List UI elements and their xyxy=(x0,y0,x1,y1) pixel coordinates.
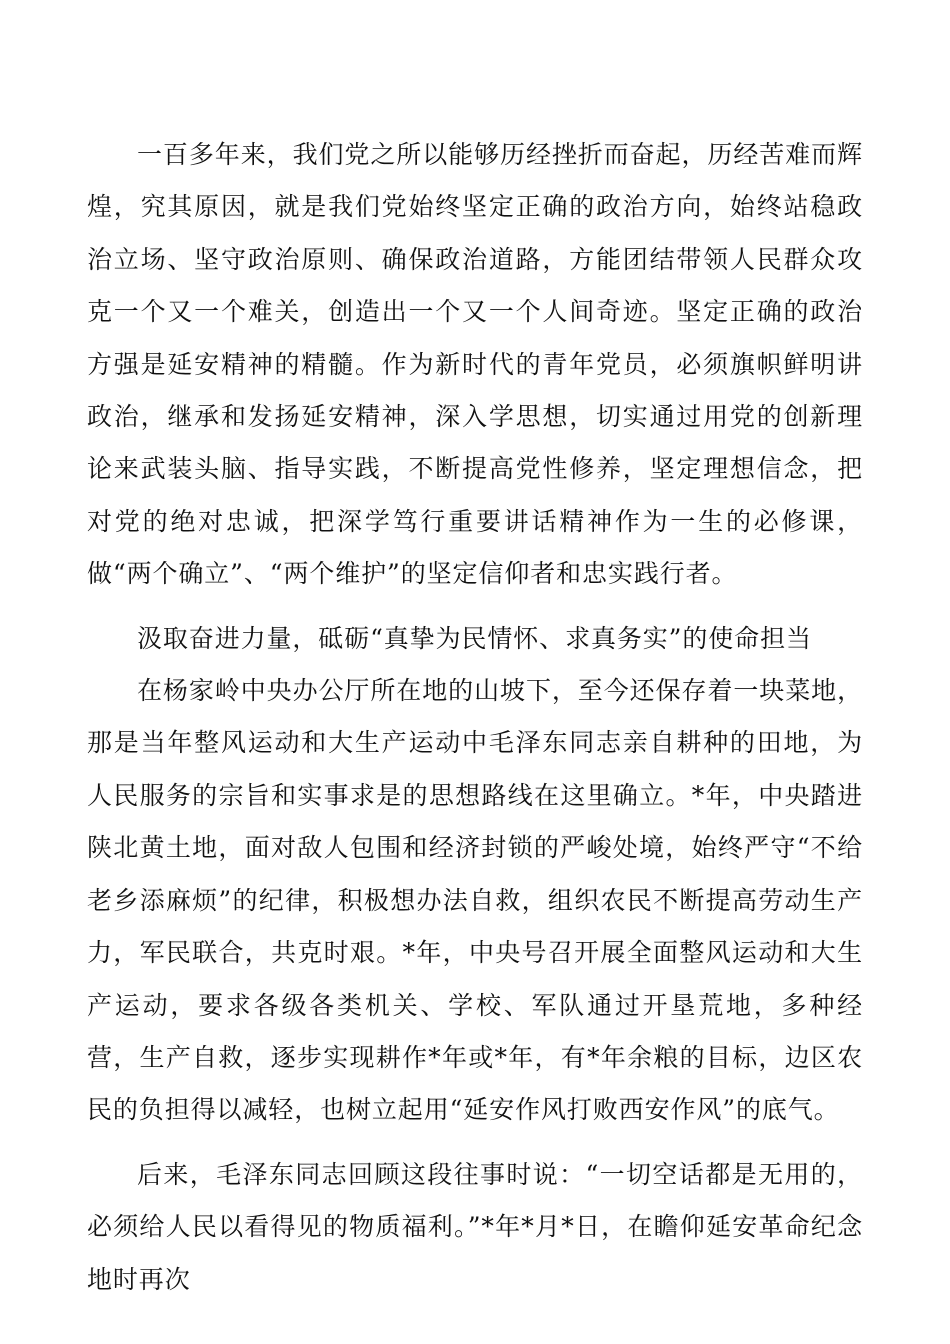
paragraph-mao-recollection: 后来，毛泽东同志回顾这段往事时说：“一切空话都是无用的，必须给人民以看得见的物质福利。”*年*月*日，在瞻仰延安革命纪念地时再次 xyxy=(87,1159,863,1294)
document-body xyxy=(87,129,863,1306)
paragraph-political-direction: 一百多年来，我们党之所以能够历经挫折而奋起，历经苦难而辉煌，究其原因，就是我们党始终坚定正确的政治方向，始终站稳政治立场、坚守政治原则、确保政治道路，方能团结带领人民群众攻克一个又一个难关，创造出一个又一个人间奇迹。坚定正确的政治方强是延安精神的精髓。作为新时代的青年党员，必须旗帜鲜明讲政治，继承和发扬延安精神，深入学思想，切实通过用党的创新理论来武装头脑、指导实践，不断提高党性修养，坚定理想信念，把对党的绝对忠诚，把深学笃行重要讲话精神作为一生的必修课，做“两个确立”、“两个维护”的坚定信仰者和忠实践行者。 xyxy=(87,140,863,589)
section-heading-mission: 汲取奋进力量，砥砺“真挚为民情怀、求真务实”的使命担当 xyxy=(137,623,812,653)
paragraph-yangjialing: 在杨家岭中央办公厅所在地的山坡下，至今还保存着一块菜地，那是当年整风运动和大生产运动中毛泽东同志亲自耕种的田地，为人民服务的宗旨和实事求是的思想路线在这里确立。*年，中央踏进陕北黄土地，面对敌人包围和经济封锁的严峻处境，始终严守“不给老乡添麻烦”的纪律，积极想办法自救，组织农民不断提高劳动生产力，军民联合，共克时艰。*年，中央号召开展全面整风运动和大生产运动，要求各级各类机关、学校、军队通过开垦荒地，多种经营，生产自救，逐步实现耕作*年或*年，有*年余粮的目标，边区农民的负担得以减轻，也树立起用“延安作风打败西安作风”的底气。 xyxy=(87,676,863,1125)
